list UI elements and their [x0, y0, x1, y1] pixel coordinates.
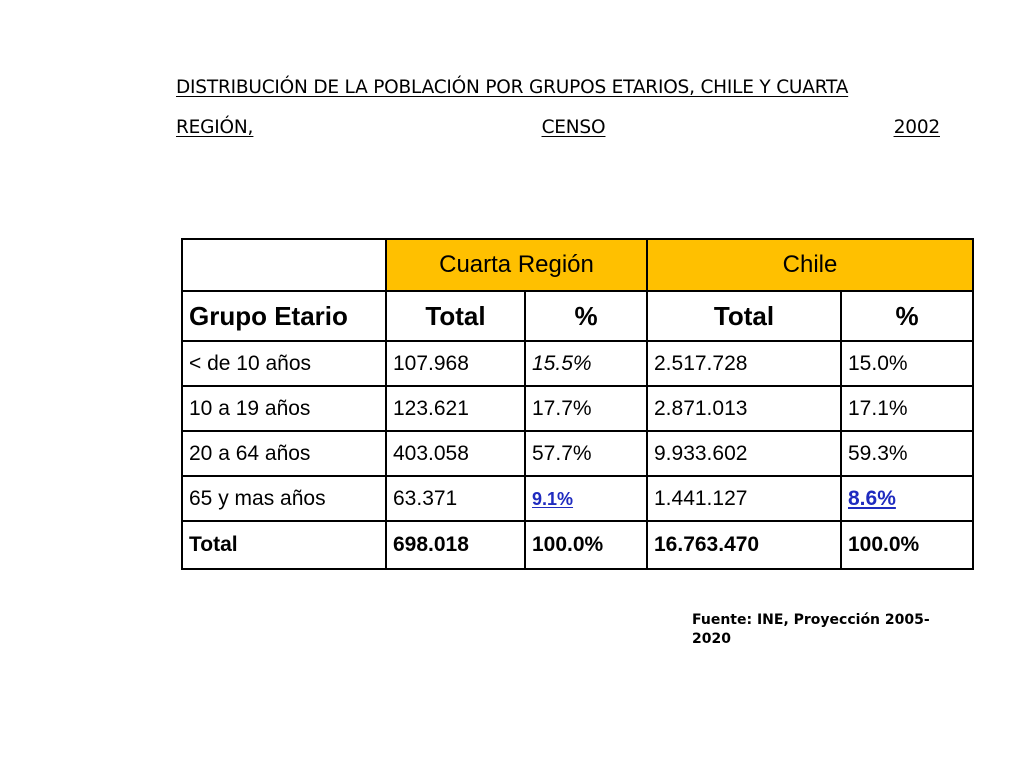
table-row [182, 476, 973, 521]
age-group-cell: 10 a 19 años [182, 386, 386, 431]
table-row [182, 431, 973, 476]
table-column-header-row [182, 291, 973, 341]
title-line-2-censo: CENSO [541, 117, 606, 138]
region-percent-cell-highlight [525, 476, 647, 521]
region-total-cell: 107.968 [386, 341, 525, 386]
table-row [182, 341, 973, 386]
column-header-grupo-etario: Grupo Etario [182, 291, 386, 341]
region-percent-sum-cell: 100.0% [525, 521, 647, 569]
title-line-2-region: REGIÓN, [176, 117, 254, 138]
chile-total-cell: 9.933.602 [647, 431, 841, 476]
region-total-cell: 403.058 [386, 431, 525, 476]
region-percent-cell: 57.7% [525, 431, 647, 476]
total-label-cell: Total [182, 521, 386, 569]
chile-percent-cell-highlight [841, 476, 973, 521]
region-percent-cell: 15.5% [525, 341, 647, 386]
title-line-1: DISTRIBUCIÓN DE LA POBLACIÓN POR GRUPOS ETARIOS, CHILE Y CUARTA [176, 77, 849, 98]
age-group-cell: 20 a 64 años [182, 431, 386, 476]
chile-total-cell: 2.871.013 [647, 386, 841, 431]
age-group-cell: 65 y mas años [182, 476, 386, 521]
page-title [176, 72, 940, 144]
table-group-header-row [182, 239, 973, 291]
title-line-2 [176, 112, 940, 144]
population-table [181, 238, 974, 570]
age-group-cell: < de 10 años [182, 341, 386, 386]
highlighted-percent: 8.6% [848, 486, 896, 510]
highlighted-percent: 9.1% [532, 488, 574, 509]
column-header-region-percent: % [525, 291, 647, 341]
chile-percent-cell: 17.1% [841, 386, 973, 431]
chile-total-cell: 2.517.728 [647, 341, 841, 386]
column-header-chile-percent: % [841, 291, 973, 341]
group-header-chile: Chile [647, 239, 973, 291]
region-total-sum-cell: 698.018 [386, 521, 525, 569]
source-note: Fuente: INE, Proyección 2005-2020 [692, 612, 930, 647]
title-line-2-year: 2002 [893, 117, 940, 138]
chile-total-sum-cell: 16.763.470 [647, 521, 841, 569]
chile-percent-sum-cell: 100.0% [841, 521, 973, 569]
chile-total-cell: 1.441.127 [647, 476, 841, 521]
region-percent-cell: 17.7% [525, 386, 647, 431]
chile-percent-cell: 15.0% [841, 341, 973, 386]
chile-percent-cell: 59.3% [841, 431, 973, 476]
region-total-cell: 123.621 [386, 386, 525, 431]
region-total-cell: 63.371 [386, 476, 525, 521]
column-header-chile-total: Total [647, 291, 841, 341]
group-header-cuarta-region: Cuarta Región [386, 239, 647, 291]
column-header-region-total: Total [386, 291, 525, 341]
table-total-row [182, 521, 973, 569]
table-row [182, 386, 973, 431]
empty-corner-cell [182, 239, 386, 291]
